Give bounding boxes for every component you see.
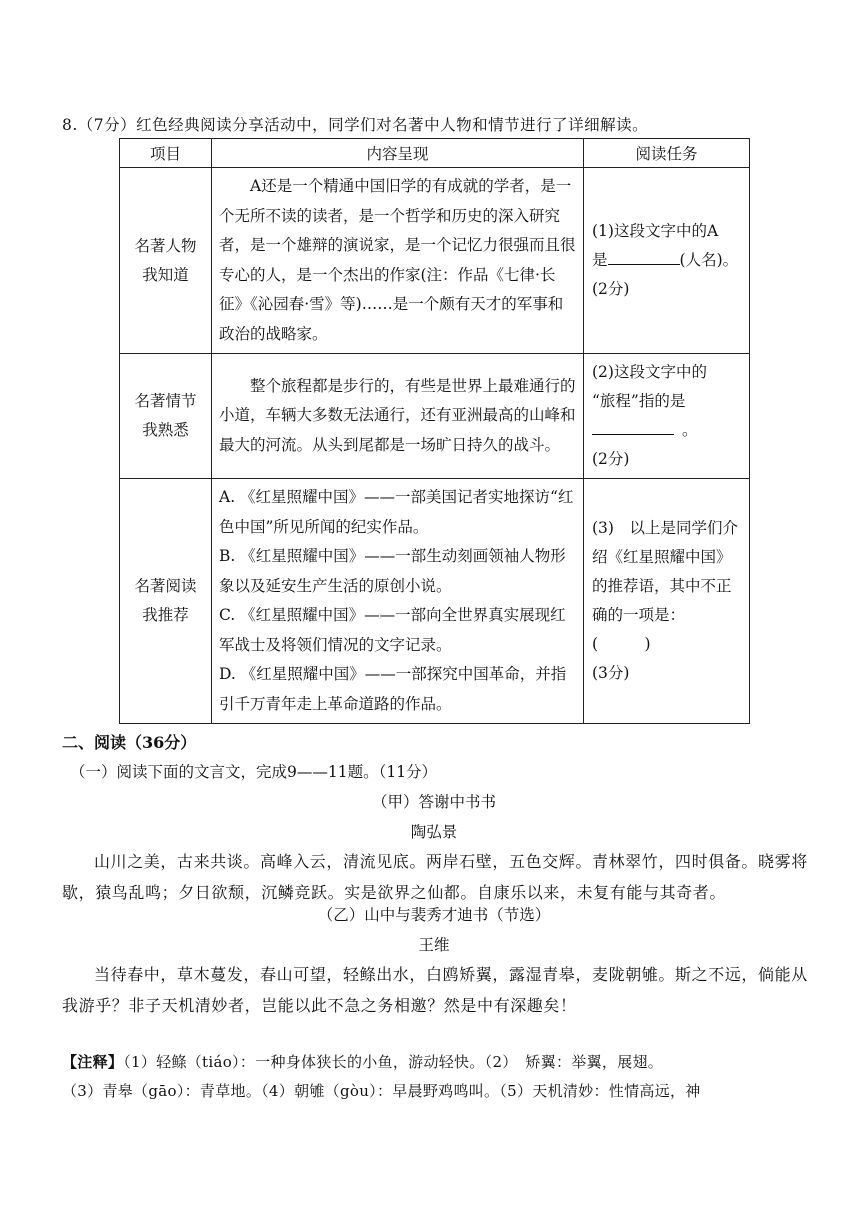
passage-b-text: 当待春中，草木蔓发，春山可望，轻鲦出水，白鸥矫翼，露湿青皋，麦陇朝雊。斯之不远，倘能从我游乎？非子天机清妙者，岂能以此不急之务相邀？然是中有深趣矣！ — [62, 965, 808, 1015]
option-a: A. 《红星照耀中国》——一部美国记者实地探访“红色中国”所见所闻的纪实作品。 — [219, 488, 574, 536]
table-row — [120, 168, 750, 354]
row-label: 名著人物 我知道 — [120, 168, 212, 354]
option-c: C. 《红星照耀中国》——一部向全世界真实展现红军战士及将领们情况的文字记录。 — [219, 606, 566, 654]
row-task: (3) 以上是同学们介绍《红星照耀中国》的推荐语，其中不正确的一项是： ( ) (3分) — [584, 479, 750, 724]
answer-blank[interactable] — [592, 419, 674, 436]
header-content: 内容呈现 — [212, 139, 584, 168]
row-label: 名著情节 我熟悉 — [120, 354, 212, 479]
table-row — [120, 354, 750, 479]
answer-blank[interactable] — [608, 249, 680, 266]
header-project: 项目 — [120, 139, 212, 168]
table-header-row — [120, 139, 750, 168]
notes-tag: 【注释】 — [62, 1053, 124, 1071]
passage-b-title: （乙）山中与裴秀才迪书（节选） — [317, 906, 551, 924]
option-b: B. 《红星照耀中国》——一部生动刻画领袖人物形象以及延安生产生活的原创小说。 — [219, 547, 566, 595]
passage-b-author: 王维 — [418, 936, 450, 954]
header-task: 阅读任务 — [584, 139, 750, 168]
row-content: 整个旅程都是步行的，有些是世界上最难通行的小道，车辆大多数无法通行，还有亚洲最高的山峰和最大的河流。从头到尾都是一场旷日持久的战斗。 — [212, 354, 584, 479]
subsection-instruction: （一）阅读下面的文言文，完成9——11题。（11分） — [70, 763, 438, 781]
notes-line-2: （3）青皋（gāo）：青草地。（4）朝雊（gòu）：早晨野鸡鸣叫。（5）天机清妙：性情高远，神 — [62, 1082, 701, 1100]
passage-a-author: 陶弘景 — [410, 823, 458, 841]
passage-a-text: 山川之美，古来共谈。高峰入云，清流见底。两岸石壁，五色交辉。青林翠竹，四时俱备。晓雾将歇，猿鸟乱鸣；夕日欲颓，沉鳞竞跃。实是欲界之仙都。自康乐以来，未复有能与其奇者。 — [62, 852, 808, 902]
row-task: (1)这段文字中的A 是 (人名)。 (2分) — [584, 168, 750, 354]
passage-a-title: （甲）答谢中书书 — [371, 793, 496, 811]
reading-task-table — [119, 138, 750, 724]
section-heading: 二、阅读（36分） — [62, 733, 197, 752]
row-content: A还是一个精通中国旧学的有成就的学者，是一个无所不读的读者，是一个哲学和历史的深入研究者，是一个雄辩的演说家，是一个记忆力很强而且很专心的人，是一个杰出的作家(注：作品《七律·长征》《沁园春·雪》等)……是一个颇有天才的军事和政治的战略家。 — [212, 168, 584, 354]
annotations — [62, 1048, 832, 1106]
row-content-options — [212, 479, 584, 724]
row-task: (2)这段文字中的 “旅程”指的是 。 (2分) — [584, 354, 750, 479]
option-d: D. 《红星照耀中国》——一部探究中国革命，并指引千万青年走上革命道路的作品。 — [219, 665, 567, 713]
row-label: 名著阅读 我推荐 — [120, 479, 212, 724]
answer-paren[interactable]: ( ) — [592, 635, 651, 653]
notes-line-1: （1）轻鲦（tiáo）：一种身体狭长的小鱼，游动轻快。（2） 矫翼：举翼，展翅。 — [123, 1053, 664, 1071]
question-8-stem: 8.（7分）红色经典阅读分享活动中，同学们对名著中人物和情节进行了详细解读。 — [62, 116, 649, 134]
table-row — [120, 479, 750, 724]
